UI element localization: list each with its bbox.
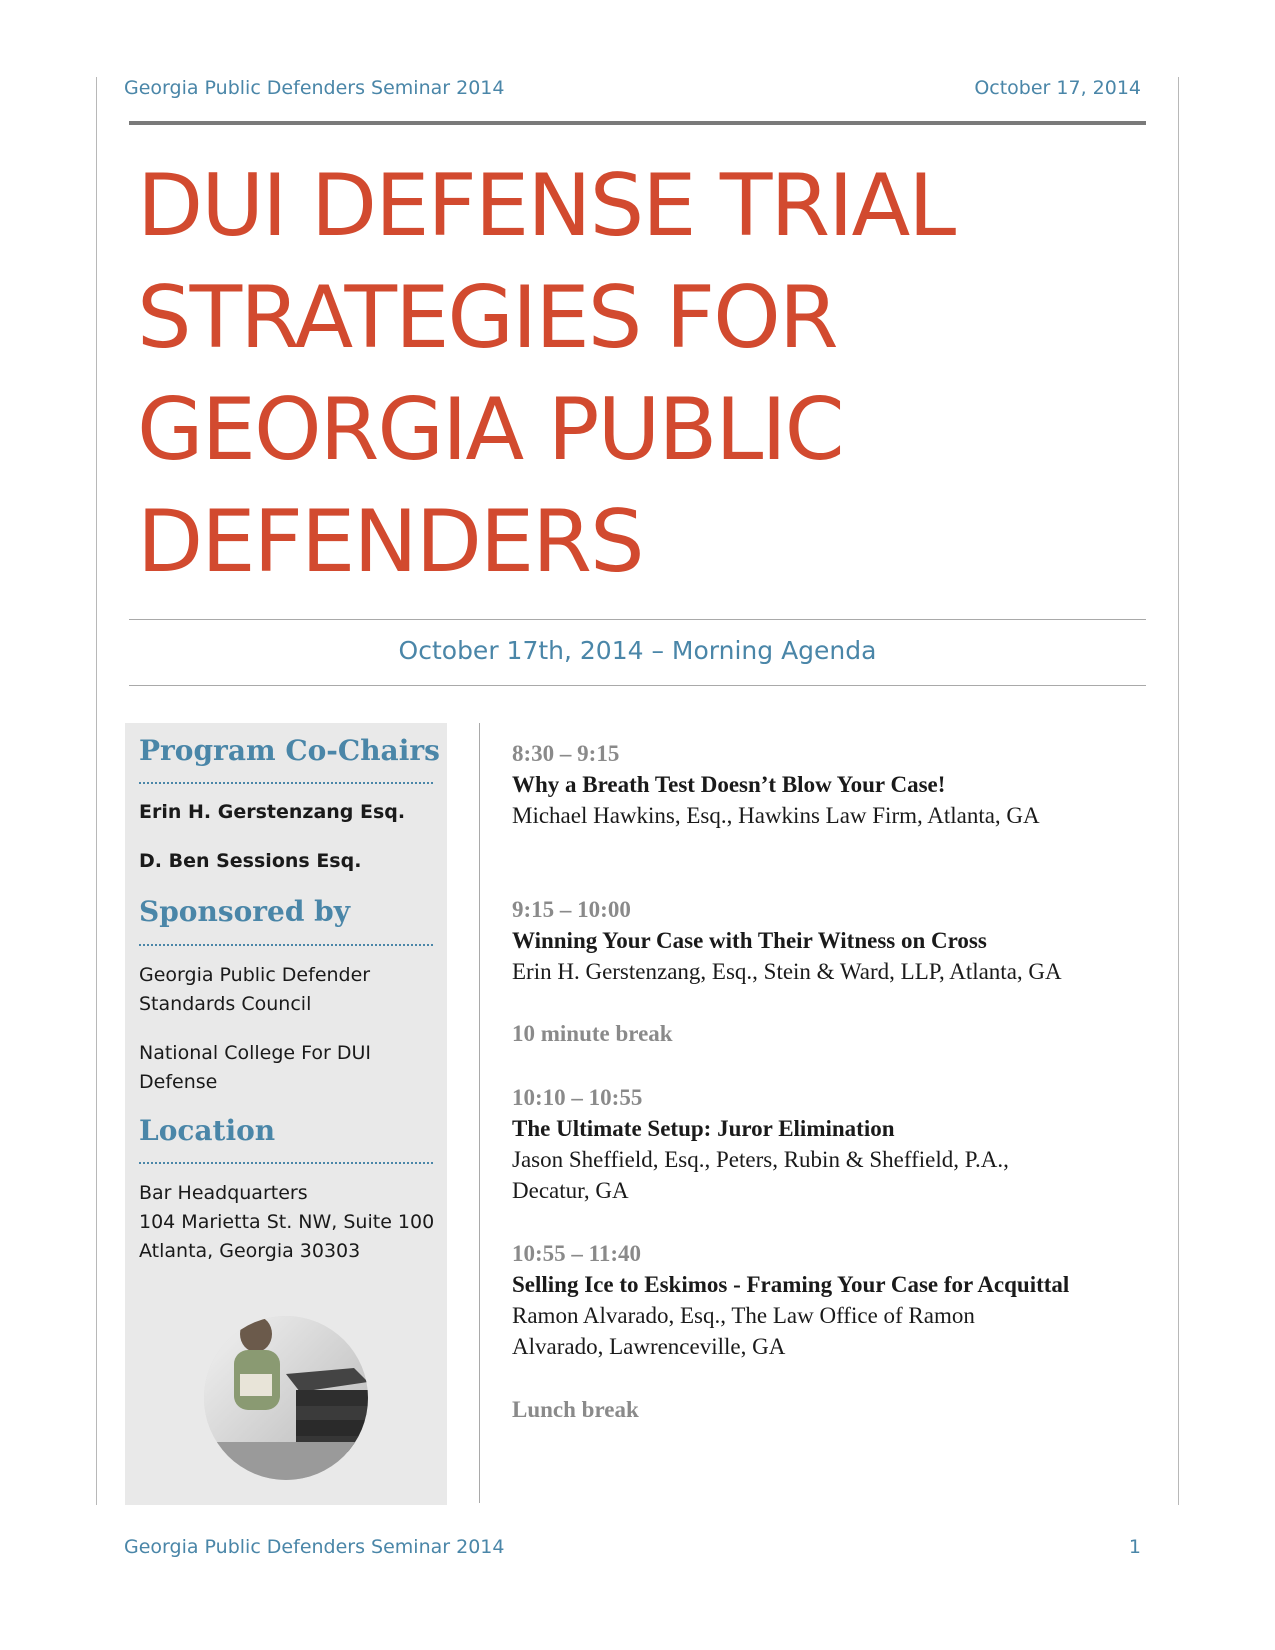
cochair-name: Erin H. Gerstenzang Esq. — [139, 801, 406, 823]
session-speaker — [512, 1300, 1112, 1362]
subtitle-bottom-rule — [129, 685, 1146, 686]
break-label: 10 minute break — [512, 1021, 673, 1046]
sponsor-line: National College For DUI — [139, 1042, 372, 1064]
location-address — [139, 1179, 439, 1266]
session-title: Selling Ice to Eskimos - Framing Your Case for Acquittal — [512, 1272, 1070, 1297]
sponsor-line: Standards Council — [139, 993, 312, 1015]
document-title — [137, 150, 1137, 598]
address-line: 104 Marietta St. NW, Suite 100 — [139, 1211, 435, 1233]
session-speaker: Erin H. Gerstenzang, Esq., Stein & Ward, LLP, Atlanta, GA — [512, 959, 1062, 984]
session-title: Why a Breath Test Doesn’t Blow Your Case! — [512, 772, 946, 797]
session-title: Winning Your Case with Their Witness on Cross — [512, 928, 987, 953]
subtitle-top-rule — [129, 619, 1146, 620]
header-date: October 17, 2014 — [974, 77, 1141, 99]
cochairs-divider — [139, 782, 433, 784]
column-divider — [479, 723, 480, 1503]
page-number: 1 — [1128, 1536, 1141, 1558]
info-sidebar — [125, 723, 447, 1505]
sponsor-line: Georgia Public Defender — [139, 964, 371, 986]
title-line-2: STRATEGIES FOR — [137, 268, 837, 368]
title-line-1: DUI DEFENSE TRIAL — [137, 156, 955, 256]
address-line: Atlanta, Georgia 30303 — [139, 1240, 361, 1262]
sponsors-heading: Sponsored by — [139, 895, 351, 928]
session-time: 9:15 – 10:00 — [512, 897, 631, 922]
photo-illustration — [204, 1316, 368, 1480]
session-time: 10:55 – 11:40 — [512, 1241, 642, 1266]
sponsor-line: Defense — [139, 1071, 218, 1093]
agenda-subtitle: October 17th, 2014 – Morning Agenda — [398, 636, 877, 665]
cochair-name: D. Ben Sessions Esq. — [139, 850, 362, 872]
session-time: 8:30 – 9:15 — [512, 741, 620, 766]
sponsor-item — [139, 1039, 439, 1097]
speaker-line: Decatur, GA — [512, 1178, 629, 1203]
header-seminar-name: Georgia Public Defenders Seminar 2014 — [124, 77, 505, 99]
sponsor-item — [139, 961, 439, 1019]
sponsors-divider — [139, 944, 433, 946]
location-heading: Location — [139, 1114, 276, 1147]
title-line-4: DEFENDERS — [137, 492, 643, 592]
break-label: Lunch break — [512, 1397, 639, 1422]
session-speaker — [512, 1144, 1112, 1206]
left-margin-rule — [96, 77, 97, 1505]
speaker-line: Ramon Alvarado, Esq., The Law Office of Ramon — [512, 1303, 975, 1328]
session-title: The Ultimate Setup: Juror Elimination — [512, 1116, 895, 1141]
footer-seminar-name: Georgia Public Defenders Seminar 2014 — [124, 1536, 505, 1558]
session-time: 10:10 – 10:55 — [512, 1085, 643, 1110]
session-speaker: Michael Hawkins, Esq., Hawkins Law Firm, Atlanta, GA — [512, 803, 1040, 828]
address-line: Bar Headquarters — [139, 1182, 308, 1204]
title-line-3: GEORGIA PUBLIC — [137, 380, 843, 480]
reading-person-photo — [204, 1316, 368, 1480]
speaker-line: Alvarado, Lawrenceville, GA — [512, 1334, 786, 1359]
location-divider — [139, 1162, 433, 1164]
cochairs-heading: Program Co-Chairs — [139, 734, 440, 767]
speaker-line: Jason Sheffield, Esq., Peters, Rubin & Sheffield, P.A., — [512, 1147, 1009, 1172]
header-rule — [129, 121, 1146, 125]
right-margin-rule — [1178, 77, 1179, 1505]
